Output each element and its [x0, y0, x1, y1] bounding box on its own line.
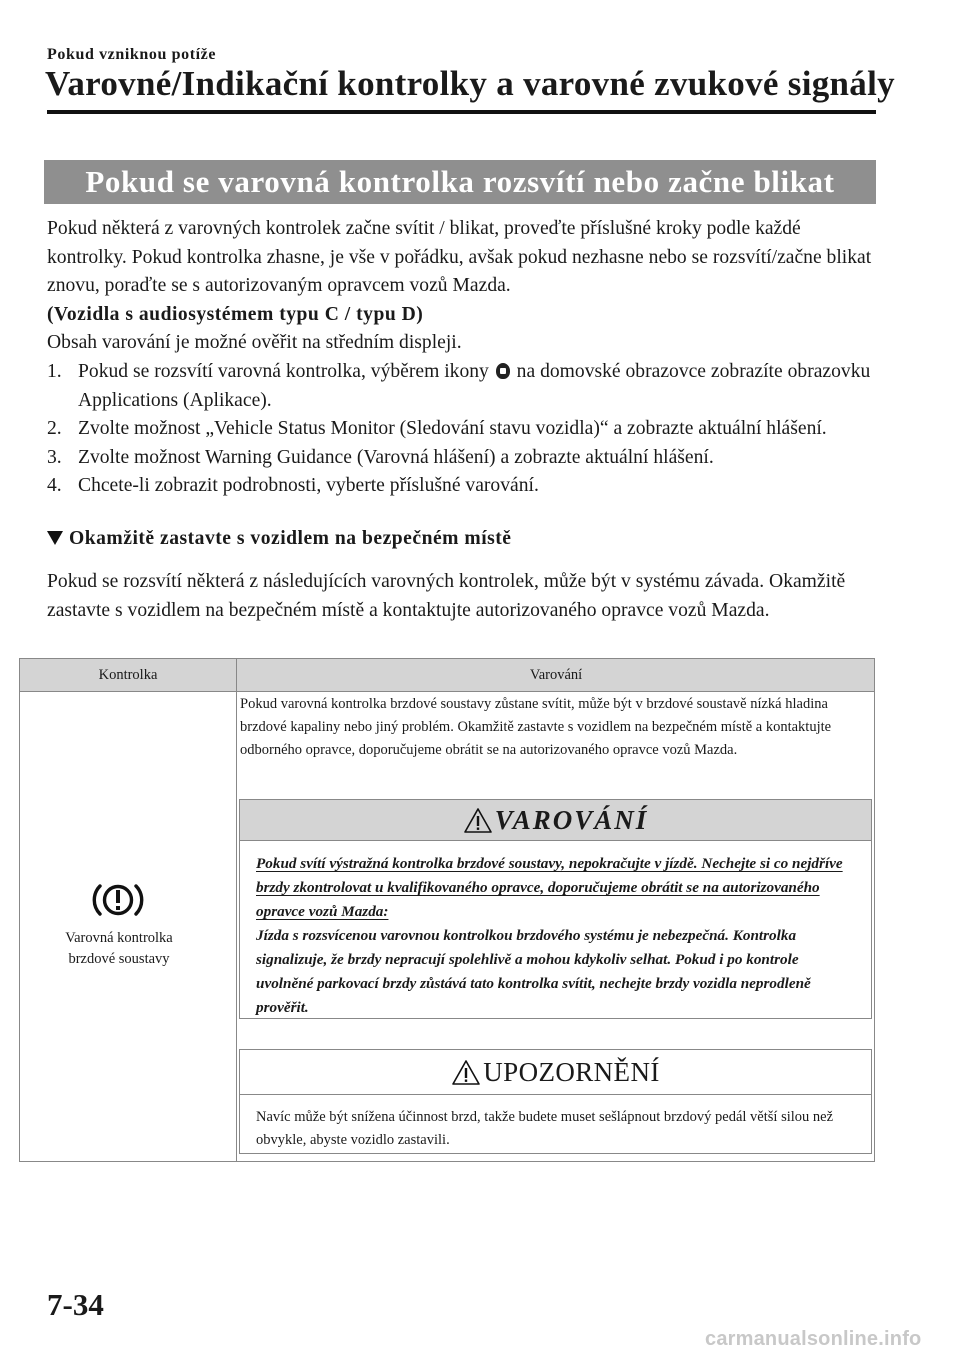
warning-description: Pokud varovná kontrolka brzdové soustavy zůstane svítit, může být v brzdové soustavě nízká hladina brzdové kapaliny nebo jiný problém. Okamžitě zastavte s vozidlem na bezpečném místě a kontaktujte odborného opravce, doporučujeme obrátit se na autorizovaného opravce vozů Mazda.: [240, 696, 832, 758]
warning-box: [239, 799, 872, 1019]
watermark: carmanualsonline.info: [705, 1328, 922, 1350]
subsection-heading-text: Okamžitě zastavte s vozidlem na bezpečném místě: [69, 528, 512, 549]
step-item: [47, 444, 877, 473]
triangle-bullet-icon: [47, 531, 63, 545]
step-number: 2.: [47, 418, 62, 440]
page-number: 7-34: [47, 1287, 104, 1322]
caution-box-title: UPOZORNĚNÍ: [483, 1057, 660, 1087]
step-text: Pokud se rozsvítí varovná kontrolka, výběrem ikony: [78, 360, 489, 382]
subsection-paragraph: Pokud se rozsvítí některá z následujících varovných kontrolek, může být v systému závada. Okamžitě zastavte s vozidlem na bezpečném místě a kontaktujte autorizovaného opravce vozů Mazda.: [47, 571, 846, 621]
column-header-warning: Varování: [529, 667, 583, 683]
column-header-lamp: Kontrolka: [98, 667, 158, 683]
caution-triangle-icon: [451, 1059, 481, 1086]
intro-paragraph: Pokud některá z varovných kontrolek začne svítit / blikat, proveďte příslušné kroky podle každé kontrolky. Pokud kontrolka zhasne, je vše v pořádku, avšak pokud nezhasne nebo se rozsvítí/začne blikat znovu, poraďte se s autorizovaným opravcem vozů Mazda.: [47, 218, 872, 297]
step-item: [47, 472, 877, 501]
warning-box-body: [256, 852, 856, 1020]
subsection-heading: [47, 528, 512, 550]
step-number: 3.: [47, 446, 62, 468]
vehicles-note: (Vozidla s audiosystémem typu C / typu D): [47, 303, 424, 325]
section-banner: Pokud se varovná kontrolka rozsvítí nebo začne blikat: [44, 160, 876, 204]
caution-box-body: Navíc může být snížena účinnost brzd, takže budete muset sešlápnout brzdový pedál větší silou než obvykle, abyste vozidlo zastavili.: [256, 1109, 834, 1148]
step-number: 4.: [47, 475, 62, 497]
step-item: [47, 415, 877, 444]
applications-icon: [496, 363, 510, 379]
table-header: [20, 659, 874, 692]
steps-list: [47, 358, 877, 501]
warning-box-header: [240, 800, 871, 841]
warning-text: Jízda s rozsvícenou varovnou kontrolkou brzdového systému je nebezpečná. Kontrolka signalizuje, že brzdy nepracují spolehlivě a mohou kdykoliv selhat. Pokud i po kontrole uvolněné parkovací brzdy zůstává tato kontrolka svítit, nechejte brzdy vozidla neprodleně prověřit.: [256, 927, 811, 1016]
step-text: Zvolte možnost „Vehicle Status Monitor (Sledování stavu vozidla)“ a zobrazte aktuální hlášení.: [78, 418, 827, 440]
lamp-label: Varovná kontrolka brzdové soustavy: [65, 930, 173, 967]
chapter-kicker: Pokud vzniknou potíže: [47, 46, 217, 63]
warning-box-title: VAROVÁNÍ: [494, 805, 649, 835]
page-title: Varovné/Indikační kontrolky a varovné zvukové signály: [45, 64, 895, 103]
caution-box: [239, 1049, 872, 1154]
warning-triangle-icon: [463, 807, 493, 834]
caution-box-header: [240, 1050, 871, 1095]
intro-block: [47, 215, 877, 501]
brake-warning-icon: [0, 878, 236, 922]
step-text: Chcete-li zobrazit podrobnosti, vyberte příslušné varování.: [78, 475, 539, 497]
step-item: [47, 358, 877, 415]
check-note: Obsah varování je možné ověřit na středním displeji.: [47, 332, 462, 354]
title-rule: [47, 110, 876, 114]
step-text: Zvolte možnost Warning Guidance (Varovná hlášení) a zobrazte aktuální hlášení.: [78, 446, 714, 468]
step-text: na domovské obrazovce zobrazíte obrazovku Applications (Aplikace).: [78, 360, 871, 411]
column-divider: [236, 659, 237, 1161]
warning-underlined-text: Pokud svítí výstražná kontrolka brzdové soustavy, nepokračujte v jízdě. Nechejte si co nejdříve brzdy zkontrolovat u kvalifikovaného opravce, doporučujeme obrátit se na autorizovaného opravce vozů Mazda:: [256, 855, 843, 920]
step-number: 1.: [47, 360, 62, 382]
